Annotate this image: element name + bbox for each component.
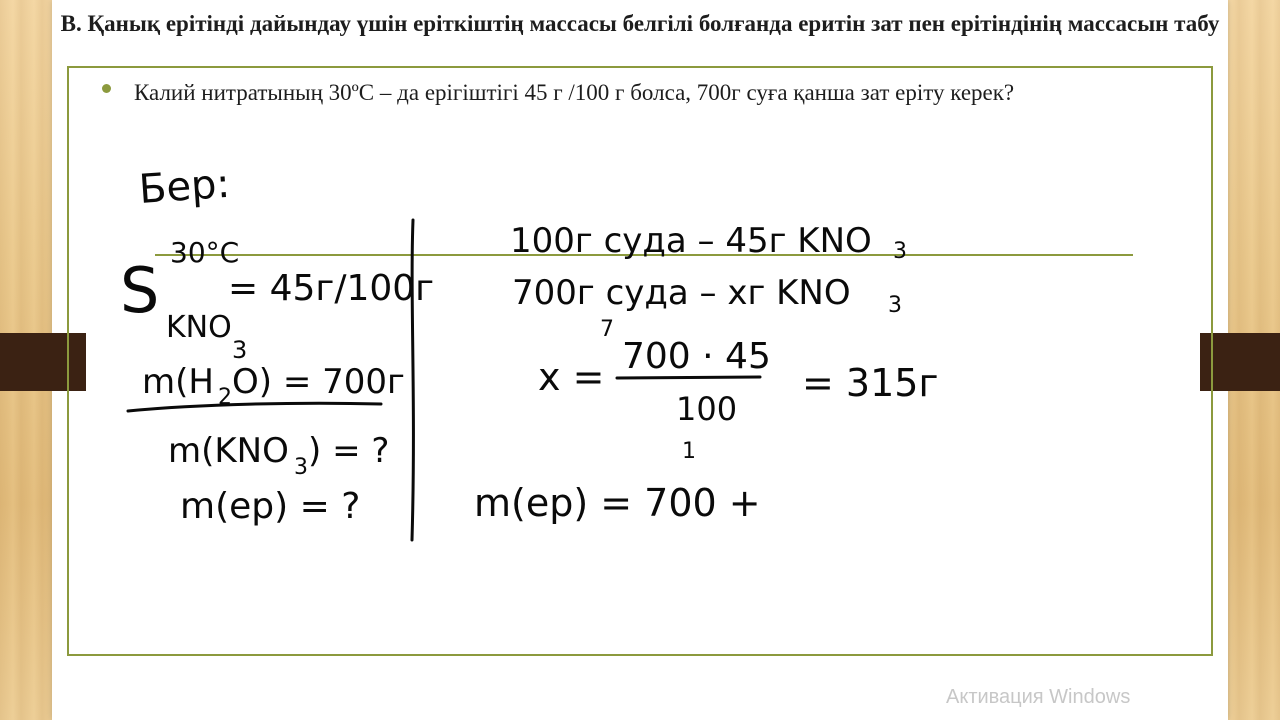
water-mass-part-b: O) = 700г — [232, 362, 405, 402]
water-mass-index: 2 — [218, 385, 232, 410]
solution-mass-equation: m(ер) = 700 + — [474, 481, 761, 525]
proportion-line-1-index: 3 — [893, 239, 907, 264]
vertical-divider-stroke — [412, 220, 413, 540]
water-mass-part-a: m(H — [142, 362, 214, 402]
cancel-mark-top: 7 — [600, 317, 614, 342]
solution-mass-unknown: m(ер) = ? — [180, 486, 361, 527]
proportion-line-2-index: 3 — [888, 293, 902, 318]
windows-activation-watermark: Активация Windows — [946, 686, 1131, 708]
fraction-denominator: 100 — [676, 390, 738, 428]
slide-title: В. Қанық ерітінді дайындау үшін еріткіштің массасы белгілі болғанда еритін зат пен ерітіндінің массасын табу — [60, 11, 1220, 36]
given-label: Бер: — [137, 160, 232, 213]
solubility-value: = 45г/100г — [228, 268, 435, 309]
solubility-symbol: S — [120, 254, 160, 327]
proportion-line-1: 100г суда – 45г KNO — [510, 221, 872, 261]
fraction-bar — [617, 377, 760, 378]
problem-statement: Калий нитратының 30ºС – да ерігіштігі 45 г /100 г болса, 700г суға қанша зат еріту керек? — [134, 80, 1015, 105]
fraction-numerator: 700 · 45 — [622, 336, 771, 377]
temperature-superscript: 30°C — [170, 236, 240, 269]
solubility-substance-index: 3 — [232, 336, 248, 364]
result-value: = 315г — [802, 361, 939, 405]
kno3-mass-part-a: m(KNO — [168, 431, 289, 471]
solubility-substance: KNO — [166, 310, 232, 345]
proportion-line-2: 700г суда – хг KNO — [512, 273, 851, 313]
cancel-mark-bottom: 1 — [682, 439, 696, 464]
kno3-mass-part-b: ) = ? — [308, 431, 390, 471]
kno3-mass-index: 3 — [294, 455, 308, 480]
x-equals: х = — [538, 355, 605, 399]
given-separator-stroke — [128, 403, 381, 411]
